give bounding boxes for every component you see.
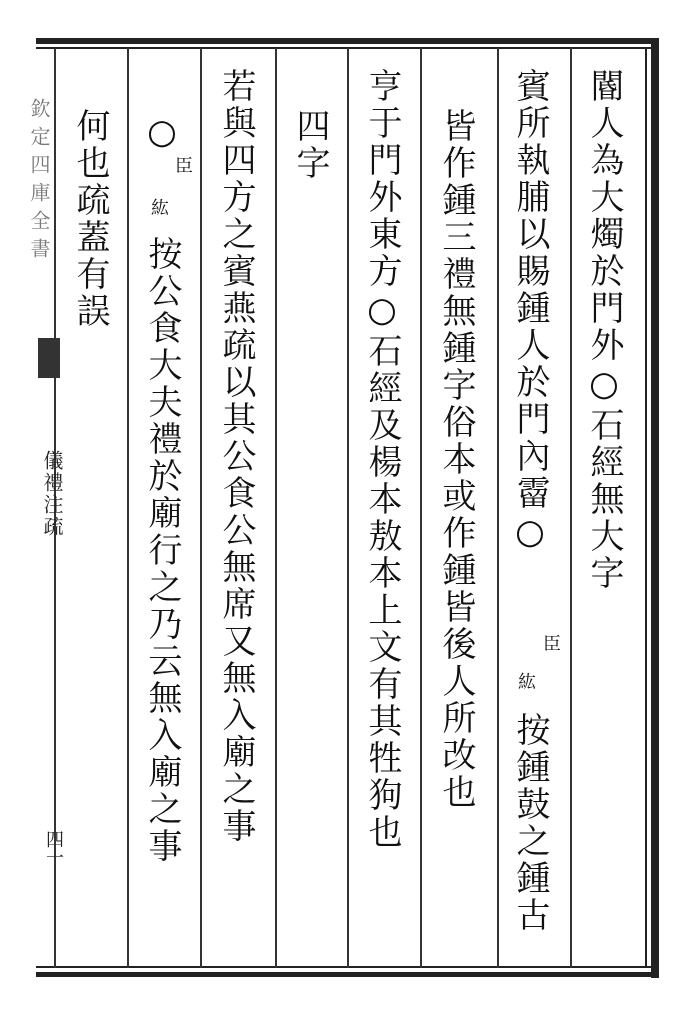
annotation-minister-name: 紘 [515, 672, 536, 692]
text-column-3: 皆作鍾三禮無鍾字俗本或作鍾皆後人所改也 [436, 108, 476, 811]
annotation-minister-label: 臣 [540, 634, 561, 654]
frame-right-inner-border [645, 48, 647, 968]
text-column-1: 閽人為大燭於門外○石經無大字 [584, 68, 624, 592]
column-rule [200, 48, 202, 968]
column-rule [420, 48, 422, 968]
margin-fishtail-mark [38, 338, 60, 378]
text-column-2-note: 按鍾鼓之鍾古 [510, 712, 550, 934]
text-column-4: 亨于門外東方○石經及楊本敖本上文有其牲狗也 [362, 68, 402, 851]
frame-top-border [36, 38, 659, 44]
text-column-6: 若與四方之賓燕疏以其公食公無席又無入廟之事 [216, 68, 256, 845]
text-column-7-main: 按公食大夫禮於廟行之乃云無入廟之事 [142, 236, 182, 865]
annotation-minister-name: 紘 [148, 198, 169, 218]
frame-bottom-border [36, 972, 659, 977]
column-rule [570, 48, 572, 968]
annotation-minister-label: 臣 [172, 156, 193, 176]
text-column-8: 何也疏蓋有誤 [70, 108, 110, 330]
column-rule [275, 48, 277, 968]
margin-collection-title: 欽定四庫全書 [27, 98, 51, 266]
text-column-2-main: 賓所執脯以賜鍾人於門內霤○ [510, 68, 550, 555]
frame-right-border [651, 38, 659, 978]
page-margin [8, 38, 64, 978]
text-column-7-mark: ○ [142, 112, 182, 155]
margin-book-title: 儀禮注疏 [40, 450, 64, 538]
text-column-5: 四字 [290, 108, 330, 182]
margin-page-number: 四一 [43, 830, 64, 866]
column-rule [127, 48, 129, 968]
column-rule [497, 48, 499, 968]
column-rule [347, 48, 349, 968]
